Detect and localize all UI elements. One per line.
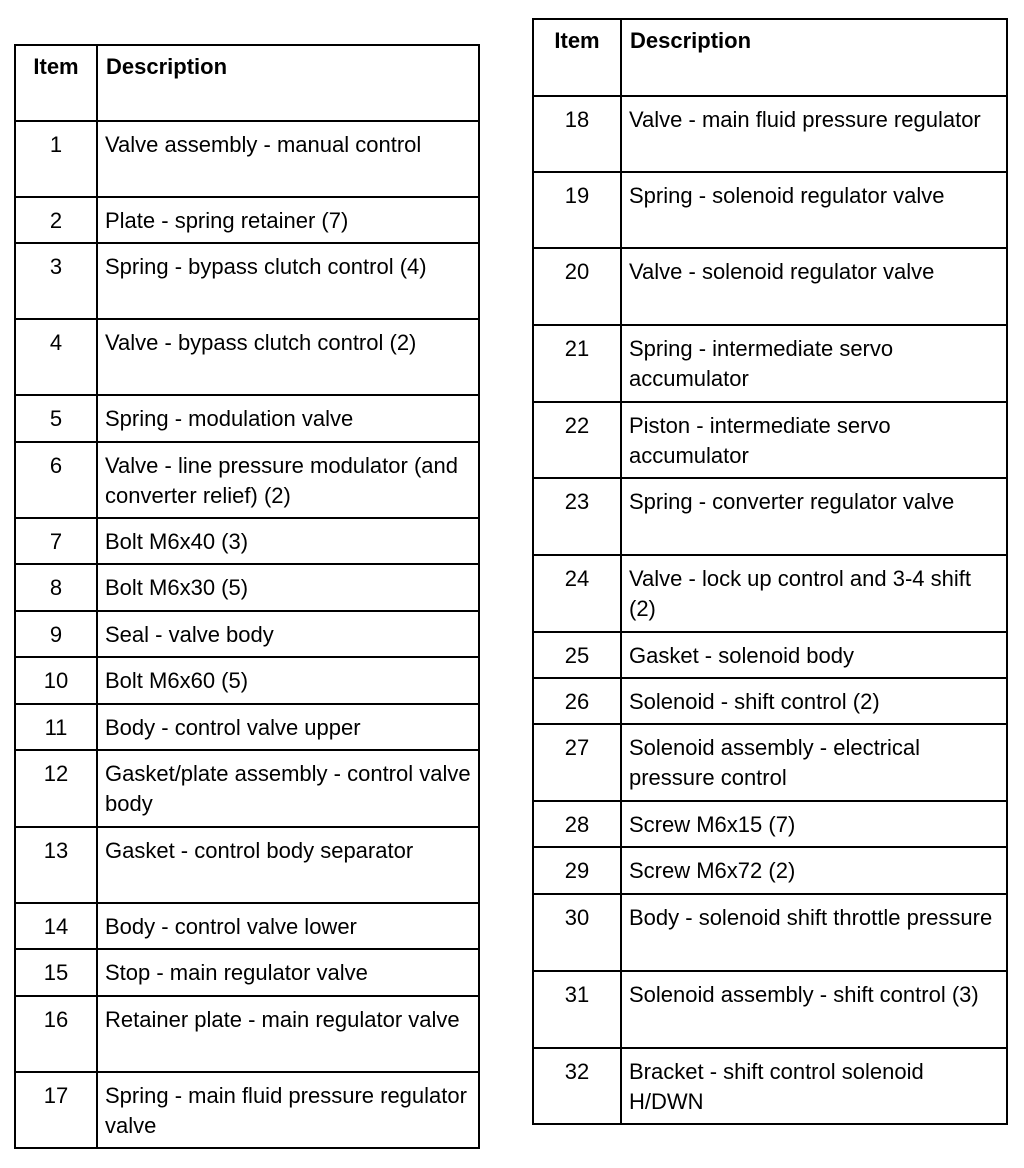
table-row [15,611,479,657]
item-description: Gasket/plate assembly - control valve body [97,750,479,827]
item-description: Bolt M6x40 (3) [97,518,479,564]
item-number: 22 [533,402,621,478]
table-row [15,657,479,704]
item-description: Bolt M6x30 (5) [97,564,479,611]
item-number: 20 [533,248,621,325]
item-number: 21 [533,325,621,402]
table-row [15,243,479,319]
item-description: Solenoid - shift control (2) [621,678,1007,724]
item-number: 4 [15,319,97,395]
item-number: 9 [15,611,97,657]
table-row [533,801,1007,847]
item-number: 28 [533,801,621,847]
item-description: Retainer plate - main regulator valve [97,996,479,1072]
table-row [15,903,479,949]
item-description: Valve - main fluid pressure regulator [621,96,1007,172]
item-description: Spring - solenoid regulator valve [621,172,1007,248]
item-number: 7 [15,518,97,564]
table-row [15,442,479,518]
item-description: Body - solenoid shift throttle pressure [621,894,1007,971]
item-description: Spring - intermediate servo accumulator [621,325,1007,402]
item-number: 16 [15,996,97,1072]
item-description: Body - control valve lower [97,903,479,949]
table-row [15,704,479,750]
table-row [533,847,1007,894]
parts-table-right [532,18,1008,1125]
item-description: Plate - spring retainer (7) [97,197,479,243]
table-row [533,678,1007,724]
item-number: 5 [15,395,97,442]
item-number: 18 [533,96,621,172]
item-number: 11 [15,704,97,750]
table-row [15,996,479,1072]
table-row [533,1048,1007,1124]
item-description: Spring - main fluid pressure regulator valve [97,1072,479,1148]
item-number: 14 [15,903,97,949]
table-row [15,949,479,996]
table-row [15,1072,479,1148]
table-row [15,750,479,827]
item-number: 13 [15,827,97,903]
item-number: 27 [533,724,621,801]
item-number: 10 [15,657,97,704]
table-row [15,319,479,395]
table-row [15,395,479,442]
item-description: Gasket - solenoid body [621,632,1007,678]
item-description: Spring - bypass clutch control (4) [97,243,479,319]
item-description: Stop - main regulator valve [97,949,479,996]
item-description: Bracket - shift control solenoid H/DWN [621,1048,1007,1124]
item-number: 26 [533,678,621,724]
item-description: Seal - valve body [97,611,479,657]
item-description: Screw M6x72 (2) [621,847,1007,894]
table-row [15,121,479,197]
table-row [533,894,1007,971]
item-number: 23 [533,478,621,555]
description-header: Description [97,45,479,121]
table-row [533,478,1007,555]
item-description: Valve - lock up control and 3-4 shift (2) [621,555,1007,632]
table-row [533,971,1007,1048]
item-description: Valve - bypass clutch control (2) [97,319,479,395]
item-number: 31 [533,971,621,1048]
item-header: Item [15,45,97,121]
table-row [15,197,479,243]
item-number: 3 [15,243,97,319]
item-description: Valve assembly - manual control [97,121,479,197]
table-row [533,325,1007,402]
table-row [533,172,1007,248]
item-description: Valve - line pressure modulator (and converter relief) (2) [97,442,479,518]
parts-table-left [14,44,480,1149]
item-description: Spring - modulation valve [97,395,479,442]
header-row [533,19,1007,96]
item-number: 15 [15,949,97,996]
item-number: 17 [15,1072,97,1148]
item-number: 29 [533,847,621,894]
item-description: Screw M6x15 (7) [621,801,1007,847]
item-number: 12 [15,750,97,827]
table-row [533,724,1007,801]
item-number: 25 [533,632,621,678]
item-number: 19 [533,172,621,248]
item-number: 2 [15,197,97,243]
item-description: Solenoid assembly - electrical pressure control [621,724,1007,801]
item-description: Bolt M6x60 (5) [97,657,479,704]
item-number: 8 [15,564,97,611]
table-row [15,827,479,903]
description-header: Description [621,19,1007,96]
item-description: Body - control valve upper [97,704,479,750]
table-row [533,402,1007,478]
table-row [15,518,479,564]
item-description: Valve - solenoid regulator valve [621,248,1007,325]
table-row [533,632,1007,678]
table-row [533,248,1007,325]
item-number: 1 [15,121,97,197]
item-number: 32 [533,1048,621,1124]
item-number: 6 [15,442,97,518]
item-header: Item [533,19,621,96]
table-row [15,564,479,611]
item-description: Solenoid assembly - shift control (3) [621,971,1007,1048]
table-row [533,96,1007,172]
table-row [533,555,1007,632]
item-description: Piston - intermediate servo accumulator [621,402,1007,478]
header-row [15,45,479,121]
item-number: 24 [533,555,621,632]
item-description: Gasket - control body separator [97,827,479,903]
item-description: Spring - converter regulator valve [621,478,1007,555]
item-number: 30 [533,894,621,971]
